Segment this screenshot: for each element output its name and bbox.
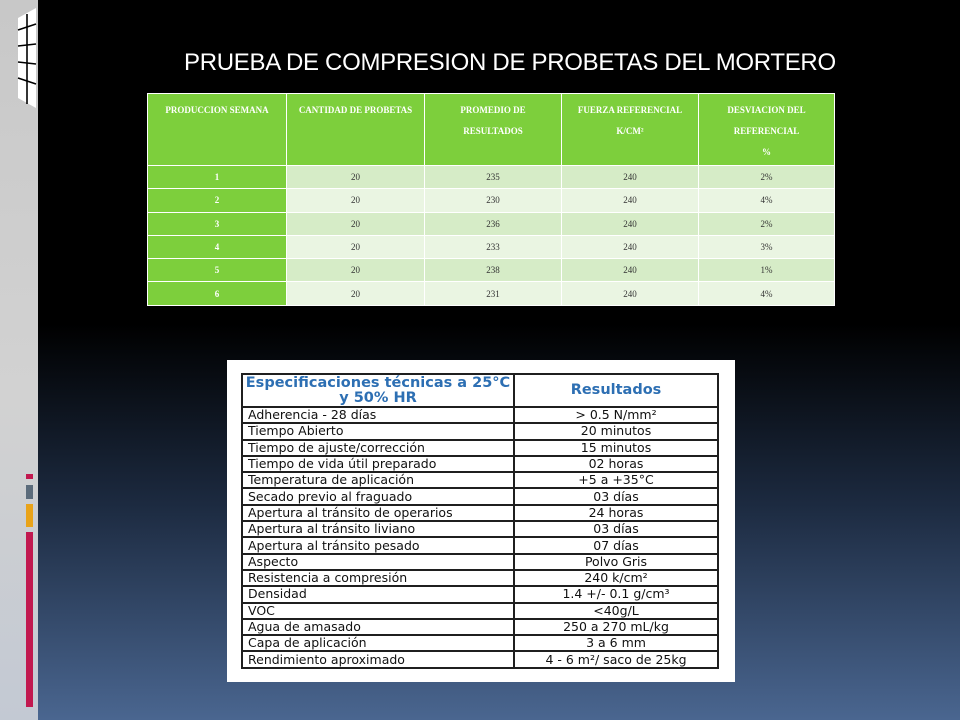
table-cell: 240 [562,166,699,189]
header-produccion-semana: PRODUCCION SEMANA [148,94,287,166]
slide-title: PRUEBA DE COMPRESION DE PROBETAS DEL MORTERO [184,49,836,76]
spec-value: Polvo Gris [514,554,718,570]
spec-table [241,373,719,669]
spec-property: Tiempo de vida útil preparado [242,456,514,472]
results-table [147,93,835,306]
table-cell: 3% [699,235,835,258]
spec-property: Aspecto [242,554,514,570]
accent-bar-red [26,474,33,479]
table-cell: 231 [425,282,562,305]
table-cell: 6 [148,282,287,305]
table-cell: 2% [699,212,835,235]
header-cantidad-probetas: CANTIDAD DE PROBETAS [287,94,425,166]
header-desviacion: DESVIACION DEL REFERENCIAL % [699,94,835,166]
spec-property: Rendimiento aproximado [242,651,514,667]
table-row [148,212,835,235]
spec-row [242,456,718,472]
spec-value: <40g/L [514,603,718,619]
spec-row [242,651,718,667]
spec-value: 15 minutos [514,440,718,456]
table-cell: 20 [287,282,425,305]
spec-property: Temperatura de aplicación [242,472,514,488]
accent-bar-magenta [26,532,33,707]
spec-row [242,423,718,439]
table-cell: 1% [699,259,835,282]
accent-bar-gray [26,485,33,499]
spec-property: Apertura al tránsito pesado [242,537,514,553]
table-row [148,189,835,212]
table-cell: 236 [425,212,562,235]
table-cell: 20 [287,166,425,189]
table-cell: 240 [562,282,699,305]
table-cell: 20 [287,212,425,235]
table-cell: 4% [699,189,835,212]
spec-property: Adherencia - 28 días [242,407,514,423]
spec-value: 02 horas [514,456,718,472]
spec-property: Apertura al tránsito de operarios [242,505,514,521]
results-header-row [148,94,835,166]
spec-value: 250 a 270 mL/kg [514,619,718,635]
spec-value: 07 días [514,537,718,553]
spec-row [242,635,718,651]
spec-property: Agua de amasado [242,619,514,635]
spec-value: +5 a +35°C [514,472,718,488]
spec-value: 240 k/cm² [514,570,718,586]
spec-property: Apertura al tránsito liviano [242,521,514,537]
table-cell: 240 [562,189,699,212]
table-cell: 233 [425,235,562,258]
spec-row [242,488,718,504]
table-cell: 4% [699,282,835,305]
table-cell: 4 [148,235,287,258]
presentation-logo-icon [14,8,38,110]
spec-value: 03 días [514,521,718,537]
spec-row [242,554,718,570]
spec-image-card [227,360,735,682]
spec-row [242,619,718,635]
spec-value: 24 horas [514,505,718,521]
table-cell: 20 [287,259,425,282]
spec-property: Densidad [242,586,514,602]
spec-property: Resistencia a compresión [242,570,514,586]
table-cell: 235 [425,166,562,189]
spec-row [242,586,718,602]
spec-row [242,570,718,586]
spec-value: 1.4 +/- 0.1 g/cm³ [514,586,718,602]
spec-value: 3 a 6 mm [514,635,718,651]
spec-value: 03 días [514,488,718,504]
table-row [148,259,835,282]
spec-property: VOC [242,603,514,619]
spec-value: > 0.5 N/mm² [514,407,718,423]
table-row [148,235,835,258]
spec-value: 4 - 6 m²/ saco de 25kg [514,651,718,667]
spec-row [242,505,718,521]
table-cell: 2 [148,189,287,212]
table-cell: 2% [699,166,835,189]
table-cell: 240 [562,235,699,258]
spec-row [242,407,718,423]
header-fuerza-referencial: FUERZA REFERENCIAL K/CM² [562,94,699,166]
spec-property: Capa de aplicación [242,635,514,651]
table-cell: 230 [425,189,562,212]
table-cell: 20 [287,189,425,212]
spec-row [242,537,718,553]
spec-header-especificaciones: Especificaciones técnicas a 25°C y 50% HR [242,374,514,407]
spec-header-row [242,374,718,407]
spec-header-resultados: Resultados [514,374,718,407]
spec-row [242,440,718,456]
table-cell: 1 [148,166,287,189]
table-cell: 5 [148,259,287,282]
table-cell: 3 [148,212,287,235]
table-cell: 238 [425,259,562,282]
table-cell: 240 [562,259,699,282]
spec-value: 20 minutos [514,423,718,439]
spec-property: Tiempo Abierto [242,423,514,439]
header-promedio-resultados: PROMEDIO DE RESULTADOS [425,94,562,166]
spec-property: Tiempo de ajuste/corrección [242,440,514,456]
table-cell: 20 [287,235,425,258]
spec-row [242,521,718,537]
table-cell: 240 [562,212,699,235]
accent-bar-yellow [26,504,33,527]
table-row [148,166,835,189]
spec-row [242,603,718,619]
spec-row [242,472,718,488]
table-row [148,282,835,305]
spec-property: Secado previo al fraguado [242,488,514,504]
